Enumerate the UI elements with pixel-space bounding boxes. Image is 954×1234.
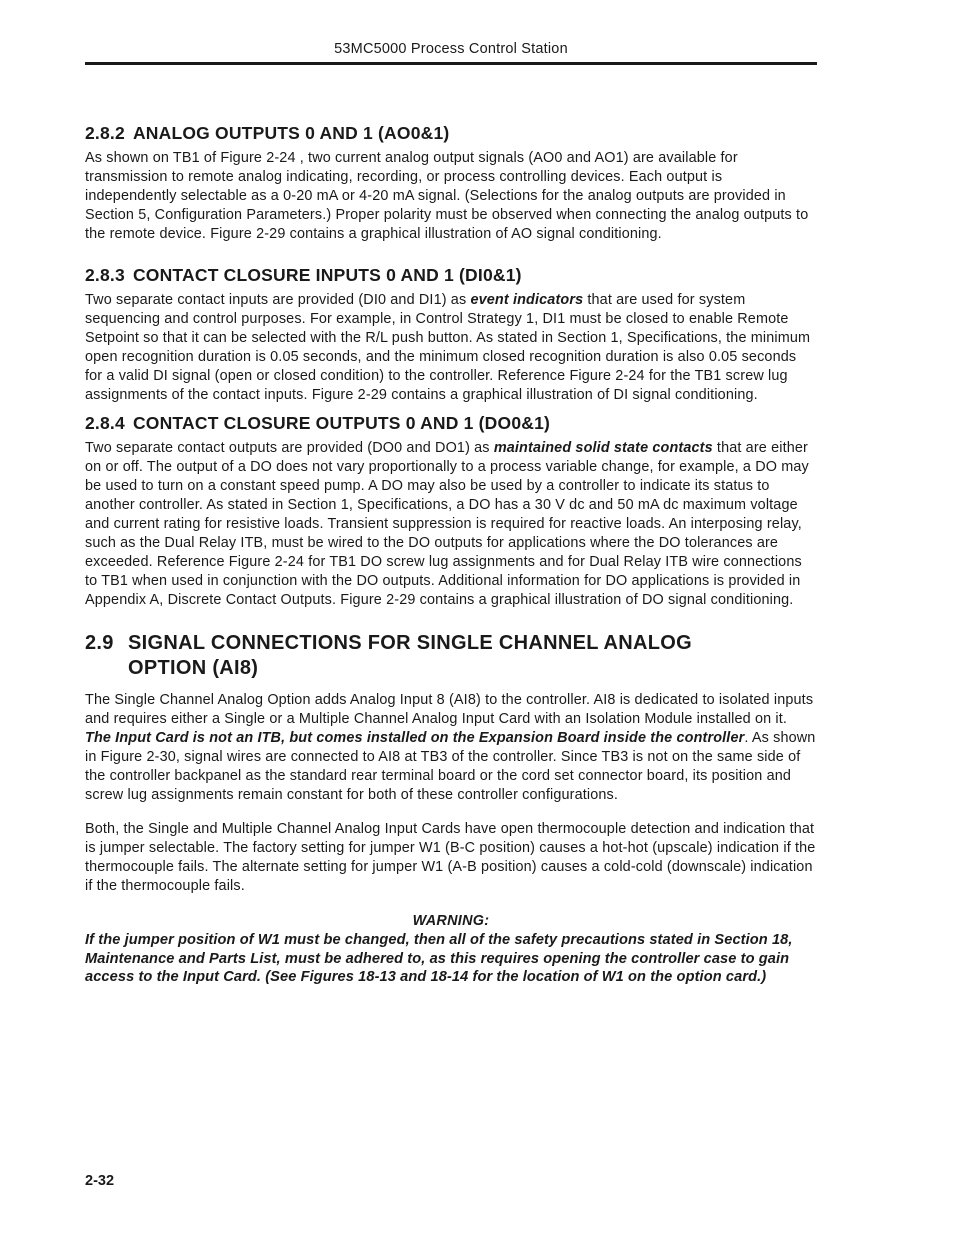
section-number: 2.9 bbox=[85, 632, 114, 654]
warning-title: WARNING: bbox=[412, 913, 490, 929]
section-title-line-2: OPTION (AI8) bbox=[128, 657, 259, 679]
section-2-8-2-paragraph: As shown on TB1 of Figure 2-24 , two current analog output signals (AO0 and AO1) are available for transmission to remote analog indicating, recording, or process controlling devices. Each output is independently selectable as a 0-20 mA or 4-20 mA signal. (Selections for the analog outputs are provided in Section 5, Configuration Parameters.) Proper polarity must be observed when connecting the analog outputs to the remote device. Figure 2-29 contains a graphical illustration of AO signal conditioning. bbox=[85, 150, 809, 242]
section-title: CONTACT CLOSURE OUTPUTS 0 AND 1 (DO0&1) bbox=[132, 413, 551, 433]
section-title: ANALOG OUTPUTS 0 AND 1 (AO0&1) bbox=[132, 123, 450, 143]
section-heading-2-8-4 bbox=[85, 412, 817, 434]
page-header-title: 53MC5000 Process Control Station bbox=[334, 41, 568, 57]
page-number: 2-32 bbox=[85, 1173, 115, 1189]
header-rule bbox=[85, 62, 817, 65]
emphasis-text: event indicators bbox=[470, 292, 584, 308]
paragraph-text: that are used for system sequencing and control purposes. For example, in Control Strategy 1, DI1 must be closed to enable Remote Setpoint so that it can be selected with the R/L push button. As stated in Section 1, Specifications, the minimum open recognition duration is 0.05 seconds, and the minimum closed recognition duration is also 0.05 seconds for a valid DI signal (open or closed condition) to the controller. Reference Figure 2-24 for the TB1 screw lug assignments of the contact inputs. Figure 2-29 contains a graphical illustration of DI signal conditioning. bbox=[85, 292, 811, 403]
paragraph-text: . As shown in Figure 2-30, signal wires are connected to AI8 at TB3 of the controller. Since TB3 is not on the same side of the controller backpanel as the standard rear terminal board or the cord set connector board, its position and screw lug assignments remain constant for both of these controller configurations. bbox=[85, 730, 816, 803]
warning-text: If the jumper position of W1 must be changed, then all of the safety precautions stated in Section 18, Maintenance and Parts List, must be adhered to, as this requires opening the controller case to gain access to the Input Card. (See Figures 18-13 and 18-14 for the location of W1 on the option card.) bbox=[85, 932, 793, 985]
paragraph-text: Two separate contact inputs are provided (DI0 and DI1) as bbox=[85, 292, 471, 308]
section-heading-2-8-2 bbox=[85, 122, 817, 144]
paragraph-text: The Single Channel Analog Option adds Analog Input 8 (AI8) to the controller. AI8 is dedicated to isolated inputs and requires either a Single or a Multiple Channel Analog Input Card with an Isolation Module installed on it. bbox=[85, 692, 814, 727]
section-2-8-4-paragraph bbox=[85, 439, 817, 610]
section-number: 2.8.4 bbox=[85, 413, 125, 433]
section-2-9-paragraph-1 bbox=[85, 691, 817, 805]
paragraph-text: Two separate contact outputs are provided (DO0 and DO1) as bbox=[85, 440, 494, 456]
emphasis-text: maintained solid state contacts bbox=[493, 440, 713, 456]
section-2-9-paragraph-2: Both, the Single and Multiple Channel Analog Input Cards have open thermocouple detection and indication that is jumper selectable. The factory setting for jumper W1 (B-C position) causes a hot-hot (upscale) indication if the thermocouple fails. The alternate setting for jumper W1 (A-B position) causes a cold-cold (downscale) indication if the thermocouple fails. bbox=[85, 821, 816, 894]
section-number: 2.8.2 bbox=[85, 123, 125, 143]
section-number: 2.8.3 bbox=[85, 265, 125, 285]
section-heading-2-8-3 bbox=[85, 264, 817, 286]
section-title: CONTACT CLOSURE INPUTS 0 AND 1 (DI0&1) bbox=[132, 265, 522, 285]
paragraph-text: that are either on or off. The output of a DO does not vary proportionally to a process variable change, for example, a DO may be used to turn on a constant speed pump. A DO may also be used by a controller to indicate its status to another controller. As stated in Section 1, Specifications, a DO has a 30 V dc and 50 mA dc maximum voltage and current rating for resistive loads. Transient suppression is required for reactive loads. An interposing relay, such as the Dual Relay ITB, must be wired to the DO outputs for applications where the DO tolerances are exceeded. Reference Figure 2-24 for TB1 DO screw lug assignments and for Dual Relay ITB wire connections to TB1 when used in conjunction with the DO outputs. Additional information for DO applications is provided in Appendix A, Discrete Contact Outputs. Figure 2-29 contains a graphical illustration of DO signal conditioning. bbox=[85, 440, 809, 608]
document-body bbox=[85, 122, 817, 987]
section-title-line-1: SIGNAL CONNECTIONS FOR SINGLE CHANNEL ANALOG bbox=[128, 632, 692, 654]
emphasis-text: The Input Card is not an ITB, but comes installed on the Expansion Board inside the controller bbox=[85, 730, 745, 746]
section-heading-2-9 bbox=[85, 631, 817, 681]
section-2-8-3-paragraph bbox=[85, 291, 817, 405]
